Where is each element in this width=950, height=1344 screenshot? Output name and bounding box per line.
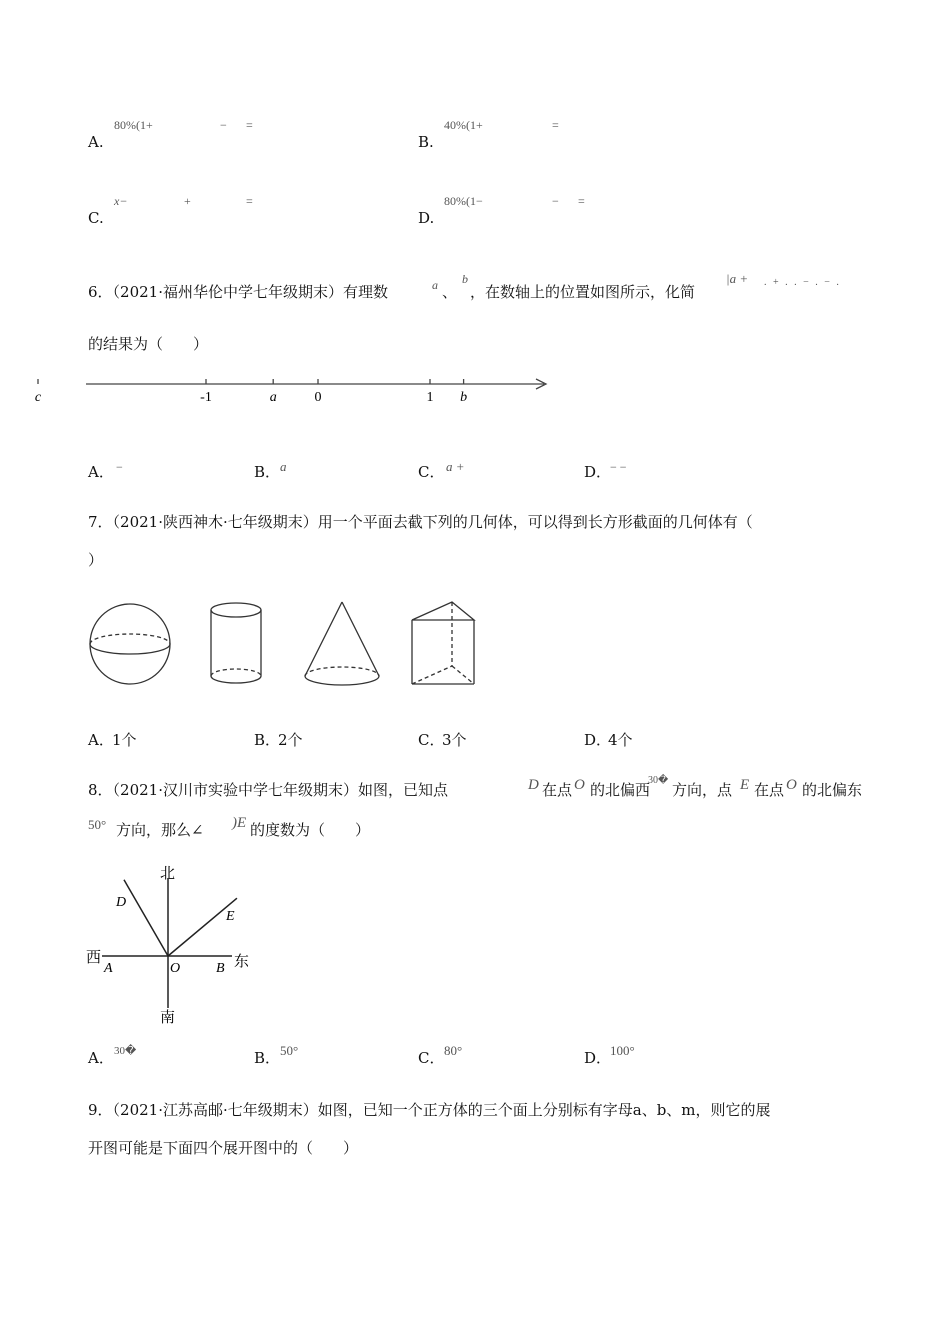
q7-option-d-letter: D． bbox=[584, 731, 612, 749]
q6-option-b-value: a bbox=[280, 459, 287, 474]
triangular-prism-icon bbox=[412, 602, 474, 684]
q6-number-line bbox=[34, 370, 560, 410]
q6-option-b-letter: B． bbox=[254, 463, 281, 481]
q8-angle-50: 50° bbox=[88, 817, 107, 832]
q5-option-b-expr-1: 40%(1+ bbox=[444, 118, 483, 132]
point-e-label: E bbox=[226, 909, 235, 924]
q8-point-e: E bbox=[740, 777, 750, 793]
number-line-label: c bbox=[34, 390, 42, 405]
q5-option-a-letter: A. bbox=[88, 133, 104, 151]
q7-option-d-value: 4个 bbox=[608, 731, 633, 749]
q7-option-a-value: 1个 bbox=[112, 731, 137, 749]
q8-stem-part1: 8．（2021·汉川市实验中学七年级期末）如图，已知点 bbox=[88, 781, 448, 799]
q5-option-c-expr-1: x− bbox=[114, 194, 128, 208]
number-line-label: b bbox=[460, 390, 468, 405]
q5-option-a-expr-2: − bbox=[220, 118, 227, 132]
q6-option-c-letter: C． bbox=[418, 463, 445, 481]
q5-option-d-letter: D. bbox=[418, 209, 435, 227]
number-line-label: -1 bbox=[200, 390, 212, 405]
q8-point-d: D bbox=[528, 777, 539, 793]
q8-stem-line2-b: 的度数为（ ） bbox=[250, 821, 371, 839]
q5-option-d-expr-2: − bbox=[552, 194, 559, 208]
q6-expr-fragment: |a + bbox=[726, 271, 749, 286]
point-b-label: B bbox=[216, 961, 225, 976]
q8-option-d-letter: D． bbox=[584, 1049, 612, 1067]
south-label: 南 bbox=[160, 1010, 176, 1026]
q6-option-d-letter: D． bbox=[584, 463, 612, 481]
north-label: 北 bbox=[160, 866, 176, 882]
q6-stem-line2: 的结果为（ ） bbox=[88, 335, 209, 353]
west-label: 西 bbox=[86, 950, 102, 966]
point-o-label: O bbox=[170, 961, 181, 976]
q8-option-a-value: 30� bbox=[114, 1045, 137, 1057]
q8-option-b-letter: B． bbox=[254, 1049, 281, 1067]
point-d-label: D bbox=[116, 895, 127, 910]
q6-stem-mid: ，在数轴上的位置如图所示，化简 bbox=[470, 283, 696, 301]
q7-stem-line2: ） bbox=[88, 551, 104, 569]
q5-option-b-expr-2: = bbox=[552, 118, 559, 132]
q8-stem-line2-a: 方向，那么∠ bbox=[116, 821, 204, 839]
q6-stem-prefix: 6．（2021·福州华伦中学七年级期末）有理数 bbox=[88, 283, 388, 301]
q8-stem-part3: 的北偏西 bbox=[590, 781, 651, 799]
q8-stem-part4: 方向，点 bbox=[672, 781, 733, 799]
cylinder-icon bbox=[211, 603, 261, 683]
q5-option-c-expr-3: = bbox=[246, 194, 253, 208]
point-a-label: A bbox=[104, 961, 113, 976]
number-line-label: a bbox=[269, 390, 277, 405]
q7-stem-line1: 7．（2021·陕西神木·七年级期末）用一个平面去截下列的几何体，可以得到长方形截面的几何体有（ bbox=[88, 513, 753, 531]
q8-compass-figure bbox=[80, 858, 270, 1026]
q8-angle-30: 30� bbox=[648, 775, 669, 786]
q8-option-d-value: 100° bbox=[610, 1043, 635, 1058]
q7-option-c-letter: C． bbox=[418, 731, 445, 749]
q5-option-a-expr-3: = bbox=[246, 118, 253, 132]
east-label: 东 bbox=[234, 954, 250, 970]
q8-angle-name: )E bbox=[232, 815, 247, 831]
q6-option-c-value: a + bbox=[446, 459, 465, 474]
q9-stem-line1: 9．（2021·江苏高邮·七年级期末）如图，已知一个正方体的三个面上分别标有字母a、b、m，则它的展 bbox=[88, 1101, 771, 1119]
q6-var-b: b bbox=[462, 272, 468, 286]
number-line-label: 0 bbox=[314, 390, 322, 405]
q5-option-b-letter: B. bbox=[418, 133, 434, 151]
q7-option-b-value: 2个 bbox=[278, 731, 303, 749]
q5-option-c-letter: C. bbox=[88, 209, 104, 227]
q8-stem-part5: 在点 bbox=[754, 781, 785, 799]
q7-option-c-value: 3个 bbox=[442, 731, 467, 749]
q7-solids-figure bbox=[80, 592, 500, 696]
ray-oe bbox=[168, 898, 237, 956]
q6-sep: 、 bbox=[442, 283, 458, 301]
number-line-label: 1 bbox=[426, 390, 434, 405]
q5-option-c-expr-2: + bbox=[184, 194, 191, 208]
q6-option-a-letter: A． bbox=[88, 463, 114, 481]
q6-var-a: a bbox=[432, 278, 438, 292]
q7-option-b-letter: B． bbox=[254, 731, 281, 749]
q8-option-b-value: 50° bbox=[280, 1043, 299, 1058]
cone-icon bbox=[305, 602, 379, 685]
q8-point-o-2: O bbox=[786, 777, 797, 793]
q8-stem-part2: 在点 bbox=[542, 781, 573, 799]
ray-od bbox=[124, 880, 168, 956]
sphere-icon bbox=[90, 604, 170, 684]
q8-option-c-letter: C． bbox=[418, 1049, 445, 1067]
q5-option-a-expr-1: 80%(1+ bbox=[114, 118, 153, 132]
q5-option-d-expr-1: 80%(1− bbox=[444, 194, 483, 208]
q8-point-o: O bbox=[574, 777, 585, 793]
q6-expr-tail: . + . . − . − . bbox=[764, 277, 841, 288]
q6-option-a-value: − bbox=[116, 460, 123, 474]
q8-stem-part6: 的北偏东 bbox=[802, 781, 863, 799]
q9-stem-line2: 开图可能是下面四个展开图中的（ ） bbox=[88, 1139, 359, 1157]
q8-option-a-letter: A． bbox=[88, 1049, 114, 1067]
q7-option-a-letter: A． bbox=[88, 731, 114, 749]
q5-option-d-expr-3: = bbox=[578, 194, 585, 208]
q8-option-c-value: 80° bbox=[444, 1043, 463, 1058]
q6-option-d-value: − − bbox=[610, 460, 627, 474]
